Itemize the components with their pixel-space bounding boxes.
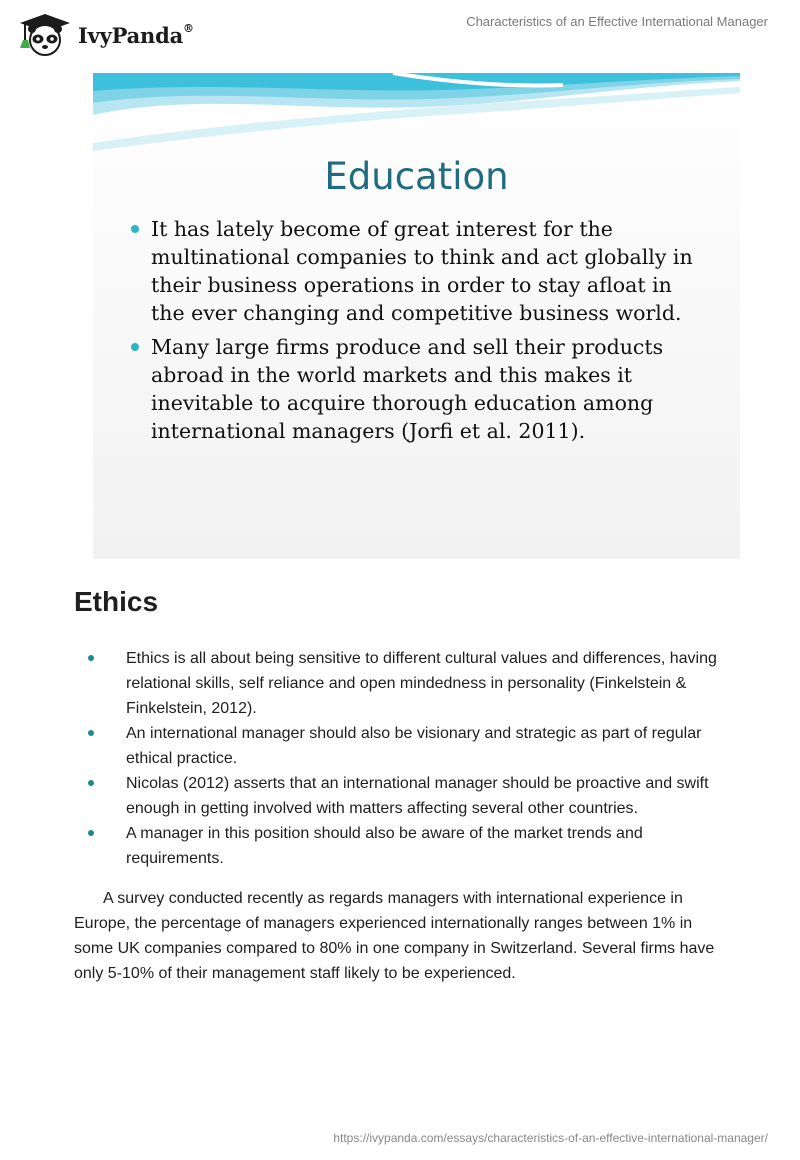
document-title: Characteristics of an Effective International Manager	[466, 14, 768, 29]
list-item: Nicolas (2012) asserts that an international manager should be proactive and swift enough in getting involved with matters affecting several other countries.	[0, 771, 800, 821]
section-heading-ethics: Ethics	[74, 586, 159, 617]
page-header	[0, 0, 800, 64]
slide-bullet-list	[131, 215, 711, 451]
slide-bullet: Many large firms produce and sell their products abroad in the world markets and this makes it inevitable to acquire thorough education among international managers (Jorfi et al. 2011).	[131, 333, 711, 445]
panda-graduate-icon	[18, 12, 72, 58]
bullet-dot-icon	[131, 343, 139, 351]
slide-title: Education	[324, 155, 509, 198]
body-paragraph: A survey conducted recently as regards managers with international experience in Europe, the percentage of managers experienced internationally ranges between 1% in some UK companies compared to 80% in one company in Switzerland. Several firms have only 5-10% of their management staff likely to be experienced.	[74, 890, 715, 982]
list-item: An international manager should also be visionary and strategic as part of regular ethical practice.	[0, 721, 800, 771]
ethics-bullet-list	[0, 646, 800, 871]
bullet-dot-icon	[88, 730, 94, 736]
bullet-dot-icon	[88, 830, 94, 836]
bullet-dot-icon	[88, 655, 94, 661]
slide-bullet: It has lately become of great interest for the multinational companies to think and act globally in their business operations in order to stay afloat in the ever changing and competitive business world.	[131, 215, 711, 327]
list-item: Ethics is all about being sensitive to different cultural values and differences, having relational skills, self reliance and open mindedness in personality (Finkelstein & Finkelstein, 2012).	[0, 646, 800, 721]
education-slide-image	[93, 73, 740, 559]
logo-wordmark: IvyPanda®	[78, 21, 194, 48]
list-item: A manager in this position should also be aware of the market trends and requirements.	[0, 821, 800, 871]
bullet-dot-icon	[131, 225, 139, 233]
site-logo[interactable]	[18, 12, 194, 58]
footer-url-link[interactable]: https://ivypanda.com/essays/characteristics-of-an-effective-international-manager/	[333, 1131, 768, 1145]
bullet-dot-icon	[88, 780, 94, 786]
slide-wave-decoration	[93, 73, 740, 153]
